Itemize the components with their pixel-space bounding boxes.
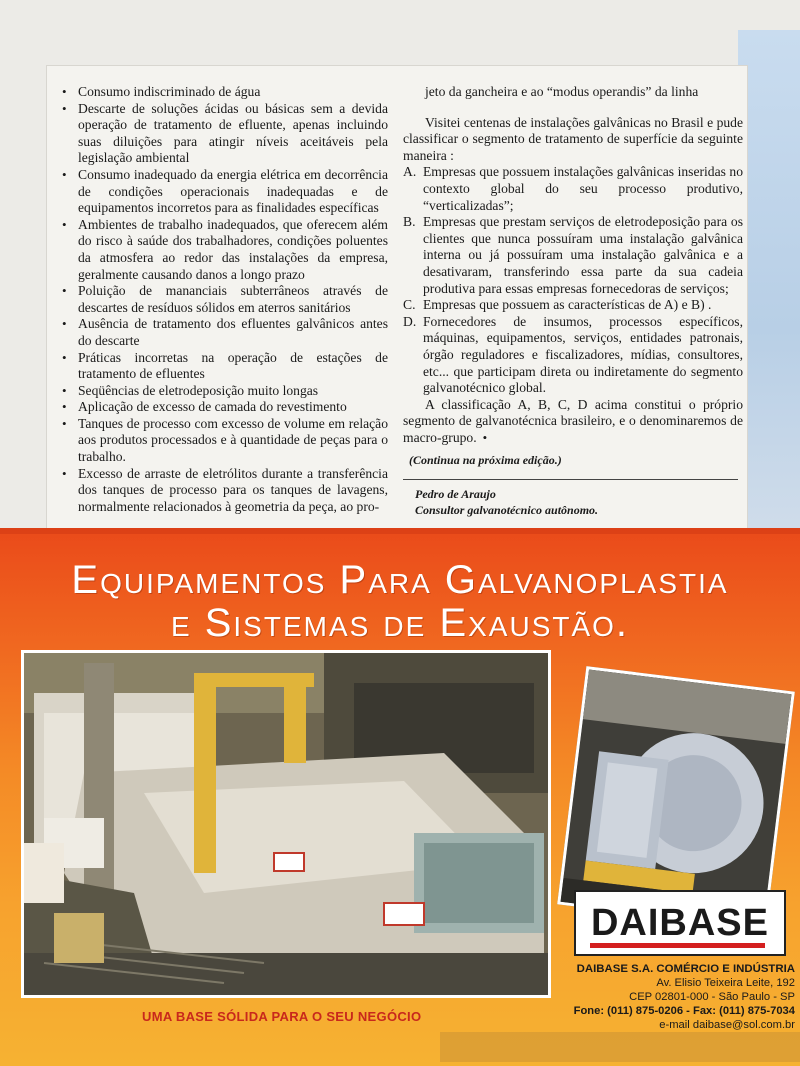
item-text: Empresas que possuem as características de A) e B) . [423, 297, 712, 313]
author-name: Pedro de Araujo [415, 487, 496, 502]
adjacent-page-bleed [738, 30, 800, 528]
item-letter: B. [403, 214, 416, 230]
logo-red-bar [590, 943, 765, 948]
continuation-text: jeto da gancheira e ao “modus operandis” da linha [425, 84, 699, 99]
classification-list [403, 164, 743, 396]
list-item: • Práticas incorretas na operação de estações de tratamento de efluentes [58, 350, 388, 383]
article-page [0, 0, 800, 528]
list-item: • Ausência de tratamento dos efluentes galvânicos antes do descarte [58, 316, 388, 349]
company-name: DAIBASE S.A. COMÉRCIO E INDÚSTRIA [576, 963, 795, 975]
page-fold [0, 528, 800, 534]
ad-slogan: UMA BASE SÓLIDA PARA O SEU NEGÓCIO [142, 1009, 422, 1024]
item-letter: D. [403, 313, 417, 329]
closing-paragraph [403, 397, 743, 447]
ad-headline-line-2: e Sistemas de Exaustão. [170, 601, 630, 645]
company-cep: CEP 02801-000 - São Paulo - SP [629, 991, 795, 1003]
list-item: • Seqüências de eletrodeposição muito longas [58, 383, 388, 400]
intro-paragraph: Visitei centenas de instalações galvânicas no Brasil e pude classificar o segmento de tratamento de superfície da seguinte maneira : [403, 114, 743, 163]
plating-line-illustration [24, 653, 548, 995]
plating-line-photo [21, 650, 551, 998]
list-item: • Aplicação de excesso de camada do revestimento [58, 399, 388, 416]
list-item [403, 214, 743, 297]
company-email: e-mail daibase@sol.com.br [659, 1019, 795, 1031]
list-item: • Excesso de arraste de eletrólitos durante a transferência dos tanques de processo para os tanques de lavagens, normalmente relacionados à geometria da peça, ao pro- [58, 466, 388, 516]
company-phones: Fone: (011) 875-0206 - Fax: (011) 875-7034 [573, 1005, 795, 1017]
continue-note: (Continua na próxima edição.) [409, 453, 562, 468]
item-text: Empresas que prestam serviços de eletrodeposição para os clientes que nunca possuíram uma instalação galvânica interna ou já possuíram uma instalação galvânica e a desativaram, transferindo essa parte da sua cadeia produtiva para essas empresas fornecedoras de serviços; [423, 214, 743, 296]
company-contact [560, 962, 795, 1032]
company-address: Av. Elisio Teixeira Leite, 192 [656, 977, 795, 989]
exhaust-fan-illustration [561, 669, 792, 926]
list-item [403, 297, 743, 314]
list-item: • Consumo inadequado da energia elétrica em decorrência de condições operacionais inadequadas e de equipamentos incorretos para as finalidades específicas [58, 167, 388, 217]
list-item [403, 314, 743, 397]
problem-list [58, 84, 388, 515]
list-item: • Consumo indiscriminado de água [58, 84, 388, 101]
list-item: • Poluição de mananciais subterrâneos através de descartes de resíduos sólidos em aterros sanitários [58, 283, 388, 316]
divider [403, 479, 738, 480]
author-role: Consultor galvanotécnico autônomo. [415, 503, 599, 518]
page-footer-strip [440, 1032, 800, 1062]
daibase-advertisement [0, 528, 800, 1066]
item-text: Fornecedores de insumos, processos específicos, máquinas, equipamentos, serviços, entidades patronais, órgão reguladores e fiscalizadores, mídias, consultores, etc... que participam direta ou indiretamente do segmento galvanotécnico global. [423, 313, 743, 396]
article-right-column [403, 84, 743, 518]
item-letter: C. [403, 297, 416, 313]
item-text: Empresas que possuem instalações galvânicas inseridas no contexto global do seu processo produtivo, “verticalizadas”; [423, 164, 743, 213]
item-letter: A. [403, 164, 417, 180]
list-item: • Descarte de soluções ácidas ou básicas sem a devida operação de tratamento de efluente, apenas incluindo suas diluições para atingir níveis aceitáveis pela legislação ambiental [58, 101, 388, 167]
list-item: • Ambientes de trabalho inadequados, que oferecem além do risco à saúde dos trabalhadores, condições poluentes da atmosfera ao redor das instalações da empresa, geralmente causando danos a longo prazo [58, 217, 388, 283]
article-left-column [58, 84, 388, 515]
list-item [403, 164, 743, 214]
closing-text: A classificação A, B, C, D acima constitui o próprio segmento de galvanotécnica brasileiro, e o denominaremos de macro-grupo. [403, 396, 743, 445]
list-item: • Tanques de processo com excesso de volume em relação aos produtos processados e à quantidade de peças para o trabalho. [58, 416, 388, 466]
ad-headline-line-1: Equipamentos Para Galvanoplastia [71, 558, 729, 602]
end-mark: • [482, 429, 488, 445]
logo-text: DAIBASE [590, 901, 770, 944]
